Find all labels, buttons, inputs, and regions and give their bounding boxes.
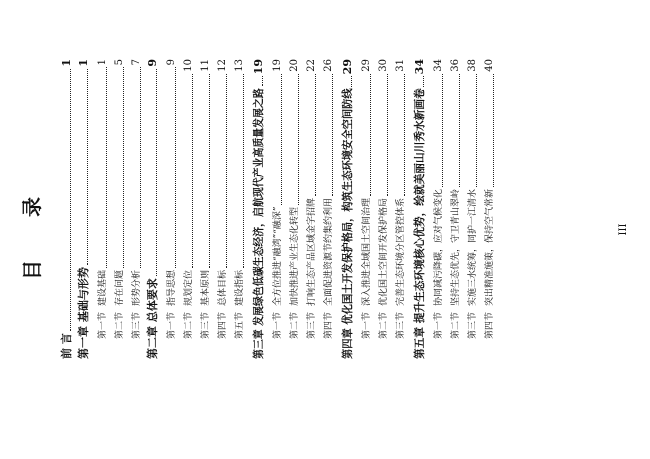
toc-dot-leader [459,74,460,187]
toc-dot-leader [262,76,263,86]
toc-chapter-entry [413,59,427,359]
toc-dot-leader [351,76,352,87]
toc-entry-label [341,88,355,359]
toc-page-number: 1 [77,59,90,67]
toc-section-entry [483,59,497,339]
page-number: III [618,223,629,236]
toc-section-number: 第三节 [201,311,211,339]
toc-section-number: 第一节 [434,311,444,339]
toc-section-number: 第四节 [218,311,228,339]
toc-page-number: 13 [234,59,245,72]
toc-entry-label [113,270,127,339]
toc-entry-label [271,207,285,339]
toc-entry-label [252,88,266,359]
toc-section-entry [233,59,247,339]
toc-section-entry [130,59,144,339]
toc-entry-label [165,270,179,339]
toc-section-number: 第二节 [290,311,300,339]
toc-dot-leader [370,74,371,196]
toc-entry-text: 形势分析 [132,269,142,306]
toc-entry-label [182,270,196,339]
toc-page-number: 5 [114,59,125,66]
toc-entry-text: 第二章 总体要求 [146,278,159,359]
toc-section-number: 第三节 [307,311,317,339]
toc-dot-leader [298,74,299,205]
toc-dot-leader [70,69,71,332]
toc-page-number: 19 [272,59,283,72]
toc-page-number: 38 [467,59,478,72]
toc-entry-label [146,278,160,359]
toc-section-entry [322,59,336,339]
toc-section-entry [466,59,480,339]
toc-dot-leader [243,74,244,268]
toc-section-entry [394,59,408,339]
toc-section-number: 第四节 [324,311,334,339]
toc-section-number: 第三节 [468,311,478,339]
toc-entry-label [60,333,74,359]
toc-page-number: 36 [450,59,461,72]
toc-section-number: 第二节 [184,311,194,339]
toc-page-number: 40 [484,59,495,72]
toc-entry-text: 第三章 发展绿色低碳生态经济，启航现代产业高质量发展之路 [252,88,265,359]
toc-entry-label [322,198,336,339]
toc-entry-text: 存在问题 [115,269,125,306]
toc-entry-text: 基本原则 [201,269,211,306]
toc-section-entry [288,59,302,339]
toc-page-number: 9 [166,59,177,66]
toc-section-number: 第二节 [379,311,389,339]
toc-page-number: 26 [323,59,334,72]
toc-entry-text: 指导思想 [167,269,177,306]
toc-page-number: 29 [361,59,372,72]
toc-chapter-entry [341,59,355,359]
toc-dot-leader [175,67,176,268]
toc-entry-text: 完善生态环境分区管控体系 [396,197,406,306]
toc-page-number: 19 [252,59,265,75]
toc-section-entry [305,59,319,339]
toc-page-number: 30 [378,59,389,72]
toc-dot-leader [209,74,210,268]
toc-page-number: 11 [200,59,211,72]
toc-entry-text: 第四章 优化国土开发保护格局，构筑生态环境安全空间防线 [341,88,354,359]
toc-entry-label [199,270,213,339]
toc-dot-leader [476,74,477,187]
toc-dot-leader [423,76,424,87]
toc-section-entry [165,59,179,339]
toc-page-number: 31 [395,59,406,72]
toc-entry-label [377,198,391,339]
toc-section-number: 第一节 [273,311,283,339]
toc-section-entry [216,59,230,339]
toc-entry-label [466,189,480,339]
toc-entry-label [360,198,374,339]
toc-entry-text: 深入推进全域国土空间治理 [362,197,372,306]
toc-section-entry [271,59,285,339]
toc-chapter-entry [77,59,91,359]
toc-page-number: 34 [413,59,426,75]
toc-dot-leader [315,74,316,196]
toc-entry-text: 加快推进产业生态化转型 [290,206,300,306]
toc-entry-text: 总体目标 [218,269,228,306]
toc-section-entry [449,59,463,339]
toc-entry-label [394,198,408,339]
toc-section-number: 第一节 [362,311,372,339]
toc-chapter-entry [252,59,266,359]
toc-section-number: 第三节 [132,311,142,339]
toc-chapter-entry [60,59,74,359]
toc-page-number: 9 [146,59,159,67]
toc-section-entry [96,59,110,339]
toc-entry-text: 突出精准施策，保持空气常新 [485,188,495,306]
toc-entry-text: 优化国土空间开发保护格局 [379,197,389,306]
toc-entry-text: 建设指标 [235,269,245,306]
toc-section-entry [199,59,213,339]
toc-section-entry [377,59,391,339]
toc-section-number: 第五节 [235,311,245,339]
toc-section-entry [432,59,446,339]
toc-page-number: 1 [97,59,108,66]
toc-entry-label [130,270,144,339]
toc-entry-text: 打响生态产品区域金字招牌 [307,197,317,306]
toc-entry-text: 全方位推进“融湾”“融深” [273,206,283,306]
toc-entry-text: 实施三水统筹，同护一江清水 [468,188,478,306]
toc-page-number: 34 [433,59,444,72]
toc-entry-text: 坚持生态优先，守卫青山翠岭 [451,188,461,306]
toc-entry-label [216,270,230,339]
toc-dot-leader [123,67,124,268]
toc-dot-leader [106,67,107,268]
toc-section-entry [182,59,196,339]
toc-dot-leader [156,69,157,277]
toc-dot-leader [332,74,333,196]
toc-entry-text: 建设基础 [98,269,108,306]
toc-entry-label [77,267,91,359]
toc-title: 目 录 [20,179,44,280]
toc-page-number: 1 [60,59,73,67]
toc-entry-text: 规划定位 [184,269,194,306]
toc-page-number: 12 [217,59,228,72]
toc-dot-leader [87,69,88,266]
toc-dot-leader [442,74,443,187]
toc-dot-leader [404,74,405,196]
toc-page-number: 7 [131,59,142,66]
toc-entry-label [288,207,302,339]
toc-entry-text: 前 言 [60,333,73,359]
toc-entry-text: 第一章 基础与形势 [77,267,90,359]
toc-page-number: 22 [306,59,317,72]
toc-entry-text: 协同减污降碳，应对气候变化 [434,188,444,306]
toc-entry-label [233,270,247,339]
toc-section-number: 第一节 [167,311,177,339]
toc-entry-text: 全面促进资源节约集约利用 [324,197,334,306]
toc-dot-leader [387,74,388,196]
toc-section-number: 第四节 [485,311,495,339]
toc-section-number: 第三节 [396,311,406,339]
toc-entry-label [413,88,427,359]
toc-dot-leader [281,74,282,205]
toc-section-entry [360,59,374,339]
toc-section-number: 第一节 [98,311,108,339]
toc-section-number: 第二节 [115,311,125,339]
toc-section-number: 第二节 [451,311,461,339]
toc-entry-label [449,189,463,339]
toc-chapter-entry [146,59,160,359]
toc-dot-leader [493,74,494,187]
toc-page-number: 29 [341,59,354,75]
toc-dot-leader [140,67,141,268]
toc-entry-label [432,189,446,339]
toc-entry-label [305,198,319,339]
toc-dot-leader [226,74,227,268]
toc-page-number: 20 [289,59,300,72]
toc-entry-label [96,270,110,339]
toc-entry-text: 第五章 提升生态环境核心优势，绘就美丽山川秀水新画卷 [413,88,426,359]
toc-entry-label [483,189,497,339]
toc-dot-leader [192,74,193,268]
toc-section-entry [113,59,127,339]
toc-page-number: 10 [183,59,194,72]
